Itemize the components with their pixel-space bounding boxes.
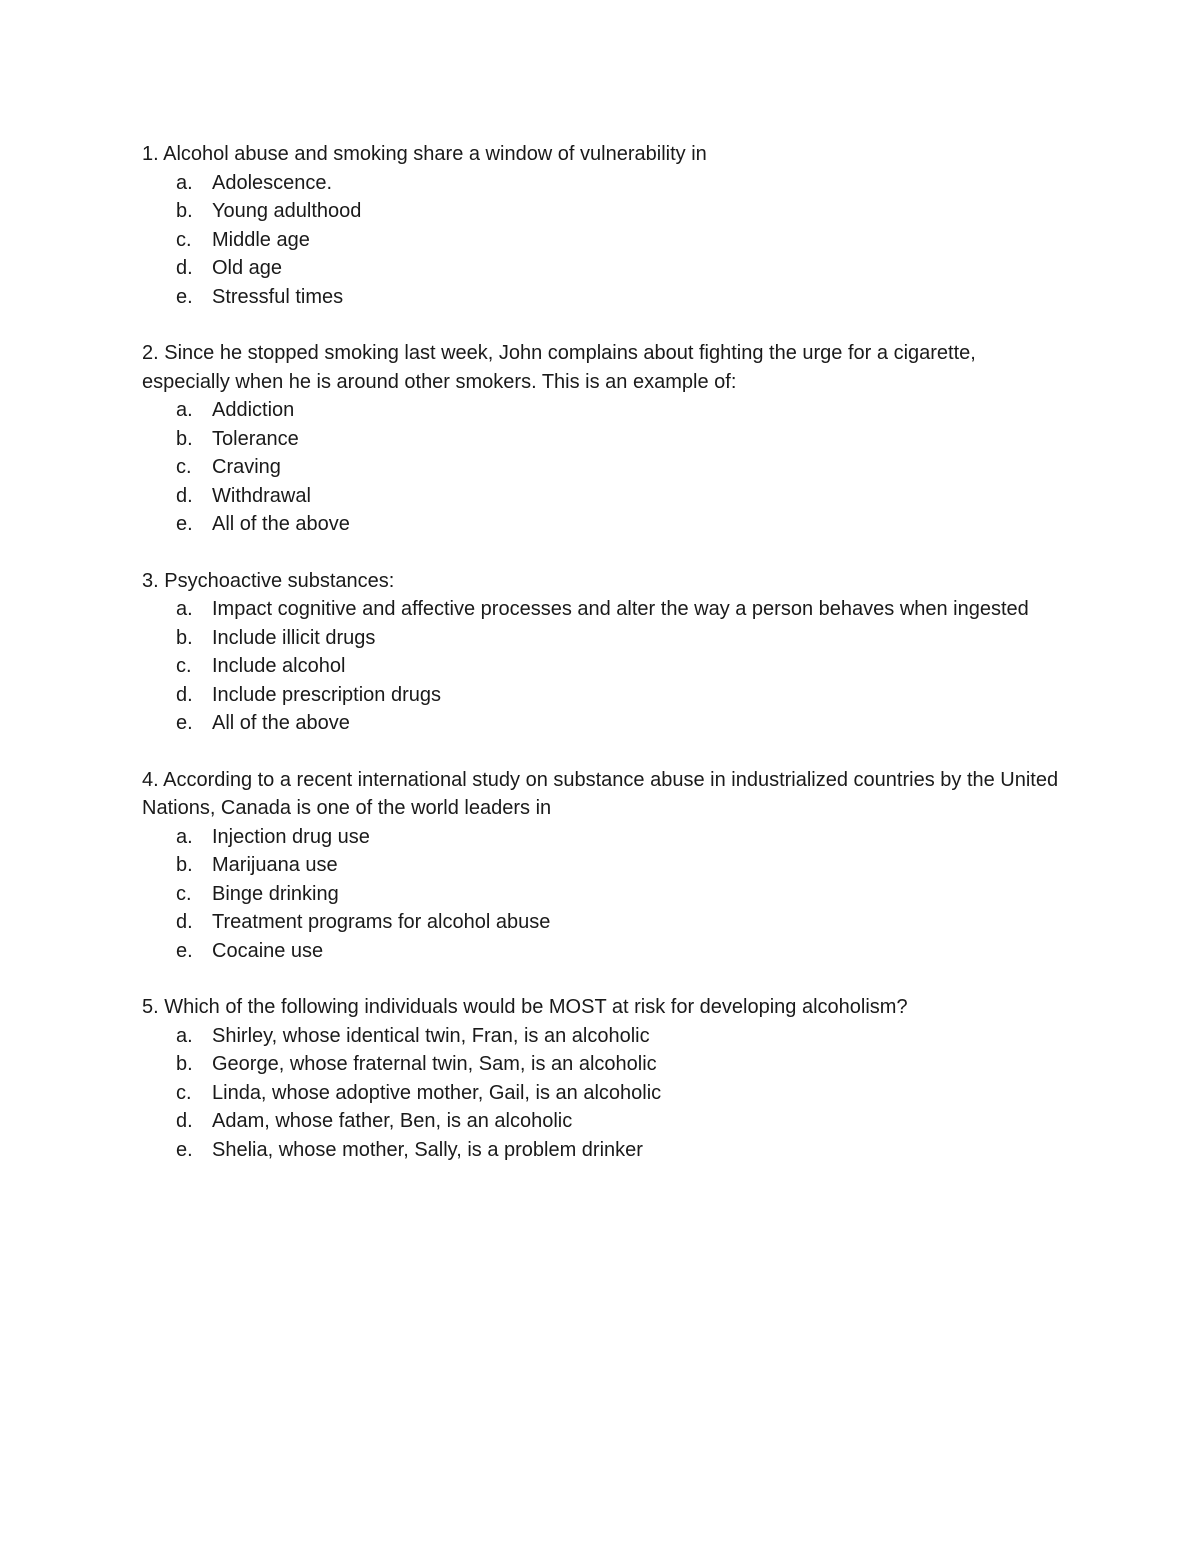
answer-options <box>142 823 1062 966</box>
option-letter: a. <box>176 598 193 620</box>
option-text: All of the above <box>212 513 350 535</box>
option-text: All of the above <box>212 712 350 734</box>
answer-options <box>142 1022 1062 1165</box>
answer-option <box>142 197 1062 226</box>
option-text: Treatment programs for alcohol abuse <box>212 911 551 933</box>
option-text: Withdrawal <box>212 484 311 507</box>
option-text: George, whose fraternal twin, Sam, is an alcoholic <box>212 1053 657 1075</box>
option-text: Young adulthood <box>212 200 362 222</box>
option-text: Shelia, whose mother, Sally, is a problem drinker <box>212 1138 643 1161</box>
option-text: Stressful times <box>212 285 344 308</box>
answer-option <box>142 908 1062 937</box>
question-text: 2. Since he stopped smoking last week, John complains about fighting the urge for a cigarette, especially when he is around other smokers. This is an example of: <box>142 342 976 393</box>
option-letter: b. <box>176 626 193 649</box>
option-letter: e. <box>176 285 193 308</box>
option-letter: e. <box>176 513 193 535</box>
answer-option <box>142 283 1062 312</box>
answer-option <box>142 1050 1062 1079</box>
answer-option <box>142 880 1062 909</box>
option-letter: c. <box>176 456 192 478</box>
answer-option <box>142 1136 1062 1165</box>
option-text: Addiction <box>212 399 295 421</box>
option-letter: b. <box>176 427 193 450</box>
answer-option <box>142 453 1062 482</box>
option-letter: d. <box>176 683 193 706</box>
option-text: Marijuana use <box>212 854 338 876</box>
answer-options <box>142 595 1062 738</box>
option-text: Old age <box>212 257 283 279</box>
option-text: Include prescription drugs <box>212 683 442 706</box>
question-text: 5. Which of the following individuals would be MOST at risk for developing alcoholism? <box>142 996 908 1018</box>
option-letter: a. <box>176 825 193 848</box>
option-text: Tolerance <box>212 427 299 450</box>
option-text: Middle age <box>212 228 310 251</box>
question-text: 1. Alcohol abuse and smoking share a window of vulnerability in <box>142 143 707 165</box>
option-letter: a. <box>176 399 193 421</box>
question-1 <box>142 140 1062 311</box>
option-letter: e. <box>176 1138 193 1161</box>
option-letter: e. <box>176 939 193 962</box>
question-text: 4. According to a recent international study on substance abuse in industrialized countries by the United Nations, Canada is one of the world leaders in <box>142 768 1059 819</box>
question-4 <box>142 766 1062 966</box>
question-5 <box>142 993 1062 1164</box>
option-text: Linda, whose adoptive mother, Gail, is an alcoholic <box>212 1081 662 1104</box>
answer-option <box>142 595 1062 624</box>
option-text: Craving <box>212 456 281 478</box>
answer-option <box>142 709 1062 738</box>
answer-option <box>142 681 1062 710</box>
option-text: Binge drinking <box>212 882 339 905</box>
option-text: Cocaine use <box>212 939 324 962</box>
option-letter: b. <box>176 200 193 222</box>
answer-options <box>142 169 1062 312</box>
answer-option <box>142 1107 1062 1136</box>
answer-option <box>142 254 1062 283</box>
option-text: Adam, whose father, Ben, is an alcoholic <box>212 1110 573 1132</box>
answer-option <box>142 1022 1062 1051</box>
option-text: Adolescence. <box>212 171 333 194</box>
option-letter: d. <box>176 911 193 933</box>
option-text: Shirley, whose identical twin, Fran, is an alcoholic <box>212 1024 650 1047</box>
answer-option <box>142 425 1062 454</box>
option-letter: a. <box>176 1024 193 1047</box>
answer-option <box>142 482 1062 511</box>
option-letter: c. <box>176 882 192 905</box>
answer-option <box>142 823 1062 852</box>
option-letter: c. <box>176 228 192 251</box>
answer-option <box>142 1079 1062 1108</box>
answer-option <box>142 169 1062 198</box>
option-letter: a. <box>176 171 193 194</box>
option-letter: c. <box>176 1081 192 1104</box>
question-3 <box>142 567 1062 738</box>
answer-option <box>142 396 1062 425</box>
answer-option <box>142 652 1062 681</box>
answer-option <box>142 226 1062 255</box>
answer-option <box>142 851 1062 880</box>
question-2 <box>142 339 1062 539</box>
answer-options <box>142 396 1062 539</box>
option-letter: d. <box>176 484 193 507</box>
option-text: Injection drug use <box>212 825 370 848</box>
answer-option <box>142 937 1062 966</box>
answer-option <box>142 510 1062 539</box>
option-text: Include alcohol <box>212 655 346 677</box>
option-letter: d. <box>176 257 193 279</box>
option-letter: e. <box>176 712 193 734</box>
option-letter: b. <box>176 1053 193 1075</box>
option-letter: d. <box>176 1110 193 1132</box>
answer-option <box>142 624 1062 653</box>
option-text: Include illicit drugs <box>212 626 376 649</box>
option-letter: b. <box>176 854 193 876</box>
document-page <box>142 140 1062 1192</box>
option-text: Impact cognitive and affective processes and alter the way a person behaves when ingested <box>212 598 1029 620</box>
option-letter: c. <box>176 655 192 677</box>
question-text: 3. Psychoactive substances: <box>142 569 395 592</box>
